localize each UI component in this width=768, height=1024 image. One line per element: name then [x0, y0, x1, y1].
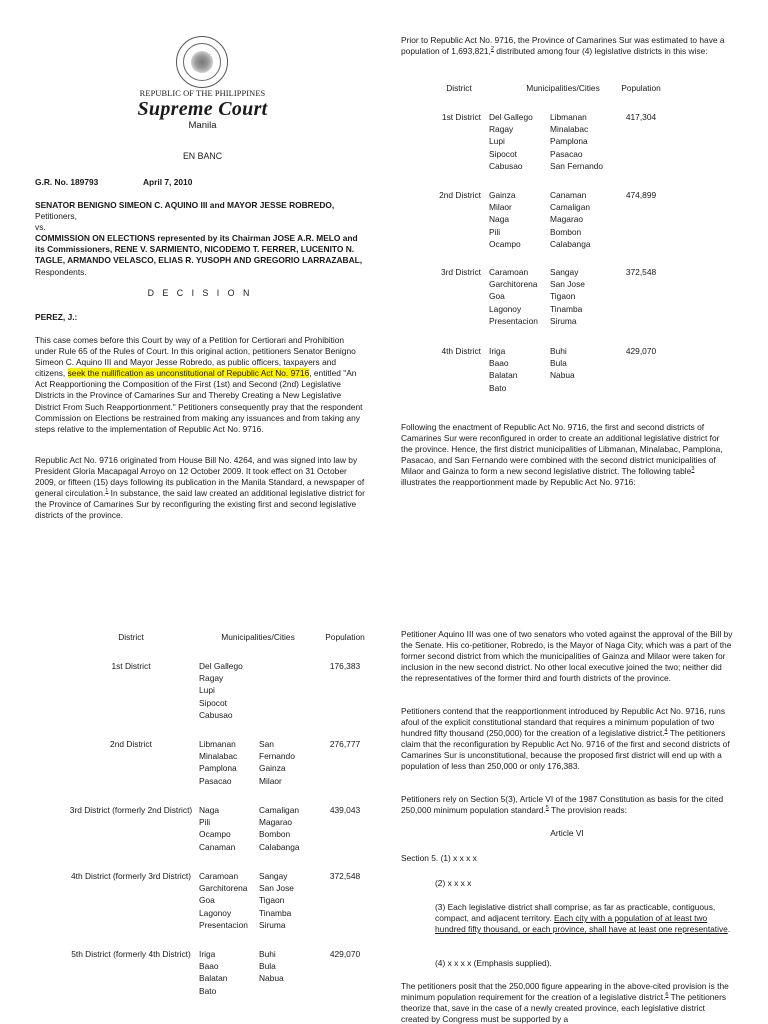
paragraph: Petitioner Aquino III was one of two senators who voted against the approval of the Bill by the Senate. His co-petitioner, Robredo, is the Mayor of Naga City, which was a part of the former second district from which the municipalities of Gainza and Milaor were taken for inclusion in the new second district. No other local executive joined the two; neither did the representatives of the former third and fourth districts of the province.	[401, 629, 733, 684]
paragraph: The petitioners posit that the 250,000 figure appearing in the above-cited provision is the minimum population requirement for the creation of a legislative district.$^6$ The petitioners theorize that, save in the case of a newly created province, each legislative district created by Congress must be supported by a	[401, 981, 729, 1024]
municipality: Lagonoy	[199, 907, 232, 918]
municipality: Pili	[199, 817, 211, 828]
municipality: Garchitorena	[489, 279, 538, 290]
municipality-list	[199, 739, 259, 788]
municipality: Lupi	[489, 136, 505, 147]
municipality: San Fernando	[550, 160, 604, 171]
municipality: Nabua	[259, 973, 284, 984]
versus: vs.	[35, 222, 46, 233]
petitioners-role: Petitioners,	[35, 211, 77, 222]
municipality: Canaman	[199, 841, 236, 852]
municipality: Pamplona	[199, 763, 237, 774]
municipality-list	[259, 805, 315, 854]
municipality: Pasacao	[550, 148, 583, 159]
column-header: Population	[325, 632, 365, 642]
respondents-role: Respondents.	[35, 266, 87, 277]
municipality-list	[489, 346, 551, 395]
municipality: Sipocot	[489, 148, 517, 159]
municipality: Tigaon	[259, 895, 285, 906]
municipality: Nabua	[550, 370, 575, 381]
municipality-list	[199, 661, 259, 722]
municipality: Garchitorena	[199, 883, 248, 894]
column-header: Population	[621, 83, 661, 93]
section-line: (4) x x x x (Emphasis supplied).	[435, 958, 552, 968]
footnote-link[interactable]: 6	[665, 992, 669, 999]
municipality: Lupi	[199, 685, 215, 696]
municipality: Iriga	[489, 346, 506, 356]
paragraph: Republic Act No. 9716 originated from House Bill No. 4264, and was signed into law by President Gloria Macapagal Arroyo on 12 October 2009. It took effect on 31 October 2009, or fifteen (15) days following its publication in the Manila Standard, a newspaper of general circulation.$^1$ In substance, the said law created an additional legislative district for the Province of Camarines Sur by reconfiguring the existing first and second legislative districts of the province.	[35, 455, 365, 521]
district-name: 2nd District	[110, 739, 152, 749]
footnote-link[interactable]: 2	[490, 46, 494, 53]
municipality: Presentacion	[489, 315, 538, 326]
case-date: April 7, 2010	[143, 177, 193, 187]
population-value: 372,548	[329, 871, 361, 881]
district-name: 5th District (formerly 4th District)	[71, 949, 191, 959]
district-name: 1st District	[441, 112, 481, 122]
municipality-list	[489, 267, 551, 328]
municipality: Milaor	[259, 775, 282, 786]
municipality-list	[550, 112, 616, 173]
municipality: Ocampo	[199, 829, 231, 840]
municipality: Lagonoy	[489, 303, 522, 314]
population-value: 176,383	[329, 661, 361, 671]
highlighted-text: seek the nullification as unconstitutional of Republic Act No. 9716	[67, 368, 310, 379]
municipality: Bato	[199, 985, 217, 996]
decision-title: D E C I S I O N	[147, 288, 253, 298]
municipality: Balatan	[489, 370, 518, 381]
footnote-link[interactable]: 3	[691, 466, 695, 473]
municipality: Ragay	[199, 673, 224, 684]
paragraph: This case comes before this Court by way of a Petition for Certiorari and Prohibition under Rule 65 of the Rules of Court. In this original action, petitioners Senator Benigno Simeon C. Aquino III and Mayor Jesse Robredo, as public officers, taxpayers and citizens, seek the nullification as unconstitutional of Republic Act No. 9716, entitled "An Act Reapportioning the Composition of the First (1st) and Second (2nd) Legislative Districts in the Province of Camarines Sur and Thereby Creating a New Legislative District From Such Reapportionment." Petitioners consequently pray that the respondent Commission on Elections be restrained from making any issuances and from taking any steps relative to the implementation of Republic Act No. 9716.	[35, 335, 363, 434]
municipality-list	[550, 267, 616, 328]
district-name: 3rd District (formerly 2nd District)	[69, 805, 193, 815]
municipality: Pamplona	[550, 136, 588, 147]
district-name: 4th District	[441, 346, 481, 356]
municipality-list	[489, 112, 551, 173]
district-name: 2nd District	[439, 190, 481, 200]
case-number: G.R. No. 189793	[35, 177, 99, 187]
municipality-list	[199, 871, 259, 932]
paragraph: Following the enactment of Republic Act No. 9716, the first and second districts of Camarines Sur were reconfigured in order to create an additional legislative district for the province. Hence, the first district municipalities of Libmanan, Minalabac, Pamplona, Pasacao, and San Fernando were combined with the second district municipalities of Milaor and Gainza to form a new second legislative district. The following table$^3$ illustrates the reapportionment made by Republic Act No. 9716:	[401, 422, 723, 488]
republic-heading: REPUBLIC OF THE PHILIPPINES	[139, 89, 266, 98]
municipality-list	[550, 190, 616, 251]
district-name: 1st District	[111, 661, 151, 671]
municipality: San	[259, 739, 274, 749]
court-name: Supreme Court	[137, 98, 268, 120]
section-line: (2) x x x x	[435, 878, 472, 888]
municipality: Bula	[550, 358, 567, 369]
municipality: Calabanga	[259, 841, 300, 852]
municipality: Siruma	[259, 919, 286, 930]
municipality: Libmanan	[550, 112, 587, 122]
municipality: Bombon	[550, 226, 582, 237]
municipality: Gainza	[489, 190, 516, 200]
municipality: Tinamba	[550, 303, 583, 314]
municipality: Ocampo	[489, 238, 521, 249]
footnote-link[interactable]: 4	[664, 728, 668, 735]
municipality: Cabusao	[199, 709, 233, 720]
population-value: 439,043	[329, 805, 361, 815]
population-value: 417,304	[625, 112, 657, 122]
municipality: Ragay	[489, 124, 514, 135]
municipality: Buhi	[550, 346, 567, 356]
population-value: 429,070	[329, 949, 361, 959]
petitioners: SENATOR BENIGNO SIMEON C. AQUINO III and MAYOR JESSE ROBREDO,	[35, 200, 335, 210]
column-header: District	[118, 632, 144, 642]
population-value: 276,777	[329, 739, 361, 749]
municipality: San Jose	[259, 883, 294, 894]
municipality: Baao	[199, 961, 219, 972]
municipality-list	[259, 949, 315, 986]
court-city: Manila	[188, 120, 217, 131]
municipality: Minalabac	[550, 124, 589, 135]
municipality: Tinamba	[259, 907, 292, 918]
municipality: Sangay	[550, 267, 579, 277]
respondents: COMMISSION ON ELECTIONS represented by its Chairman JOSE A.R. MELO and its Commissioners, RENE V. SARMIENTO, NICODEMO T. FERRER, LUCENITO N. TAGLE, ARMANDO VELASCO, ELIAS R. YUSOPH AND GREGORIO LARRAZABAL,	[35, 233, 363, 266]
municipality: Goa	[489, 291, 505, 302]
municipality: Cabusao	[489, 160, 523, 171]
municipality: San Jose	[550, 279, 585, 290]
municipality: Magarao	[550, 214, 584, 225]
municipality-list	[550, 346, 616, 383]
municipality-list	[259, 871, 315, 932]
footnote-link[interactable]: 1	[105, 488, 109, 495]
municipality: Magarao	[259, 817, 293, 828]
municipality: Goa	[199, 895, 215, 906]
column-header: Municipalities/Cities	[221, 632, 295, 642]
municipality: Tigaon	[550, 291, 576, 302]
municipality: Naga	[199, 805, 220, 815]
section-line: (3) Each legislative district shall comprise, as far as practicable, contiguous, compact, and adjacent territory. Each city with a population of at least two hundred fifty thousand, or each province, shall have at least one representative.	[435, 902, 731, 935]
municipality: Buhi	[259, 949, 276, 959]
municipality: Bato	[489, 382, 507, 393]
population-value: 429,070	[625, 346, 657, 356]
case-parties	[35, 200, 365, 278]
municipality: Sangay	[259, 871, 288, 881]
municipality: Del Gallego	[199, 661, 243, 671]
municipality-list	[489, 190, 551, 251]
paragraph: Prior to Republic Act No. 9716, the Province of Camarines Sur was estimated to have a population of 1,693,821,$^2$ distributed among four (4) legislative districts in this wise:	[401, 35, 725, 57]
municipality: Canaman	[550, 190, 587, 200]
municipality: Milaor	[489, 202, 512, 213]
article-heading: Article VI	[550, 828, 584, 838]
municipality: Fernando	[259, 751, 295, 762]
municipality: Del Gallego	[489, 112, 533, 122]
municipality-list	[199, 805, 259, 854]
municipality: Caramoan	[489, 267, 529, 277]
population-value: 474,899	[625, 190, 657, 200]
municipality: Caramoan	[199, 871, 239, 881]
municipality: Camaligan	[259, 805, 300, 815]
ponente: PEREZ, J.:	[35, 312, 78, 322]
population-value: 372,548	[625, 267, 657, 277]
municipality: Balatan	[199, 973, 228, 984]
column-header: Municipalities/Cities	[526, 83, 600, 93]
municipality: Gainza	[259, 763, 286, 774]
municipality: Libmanan	[199, 739, 236, 749]
municipality-list	[259, 739, 315, 788]
underlined-text: Each city with a population of at least two hundred fifty thousand, or each province, shall have at least one representative	[435, 913, 728, 935]
municipality: Presentacion	[199, 919, 248, 930]
seal-icon	[176, 36, 228, 88]
municipality: Iriga	[199, 949, 216, 959]
municipality: Naga	[489, 214, 510, 225]
division-label: EN BANC	[182, 151, 223, 161]
paragraph: Petitioners rely on Section 5(3), Article VI of the 1987 Constitution as basis for the cited 250,000 minimum population standard.$^5$ The provision reads:	[401, 794, 724, 816]
municipality: Minalabac	[199, 751, 238, 762]
municipality: Bombon	[259, 829, 291, 840]
municipality: Bula	[259, 961, 276, 972]
municipality: Calabanga	[550, 238, 591, 249]
municipality: Sipocot	[199, 697, 227, 708]
municipality-list	[199, 949, 259, 998]
municipality: Camaligan	[550, 202, 591, 213]
paragraph: Petitioners contend that the reapportionment introduced by Republic Act No. 9716, runs afoul of the explicit constitutional standard that requires a minimum population of two hundred fifty thousand (250,000) for the creation of a legislative district.$^4$ The petitioners claim that the reconfiguration by Republic Act No. 9716 of the first and second districts of Camarines Sur is unconstitutional, because the proposed first district will end up with a population of less than 250,000 or only 176,383.	[401, 706, 730, 772]
municipality: Pili	[489, 226, 501, 237]
municipality: Pasacao	[199, 775, 232, 786]
municipality: Baao	[489, 358, 509, 369]
footnote-link[interactable]: 5	[545, 805, 549, 812]
section-line: Section 5. (1) x x x x	[401, 853, 477, 863]
district-name: 3rd District	[440, 267, 481, 277]
district-name: 4th District (formerly 3rd District)	[70, 871, 192, 881]
municipality: Siruma	[550, 315, 577, 326]
column-header: District	[446, 83, 472, 93]
